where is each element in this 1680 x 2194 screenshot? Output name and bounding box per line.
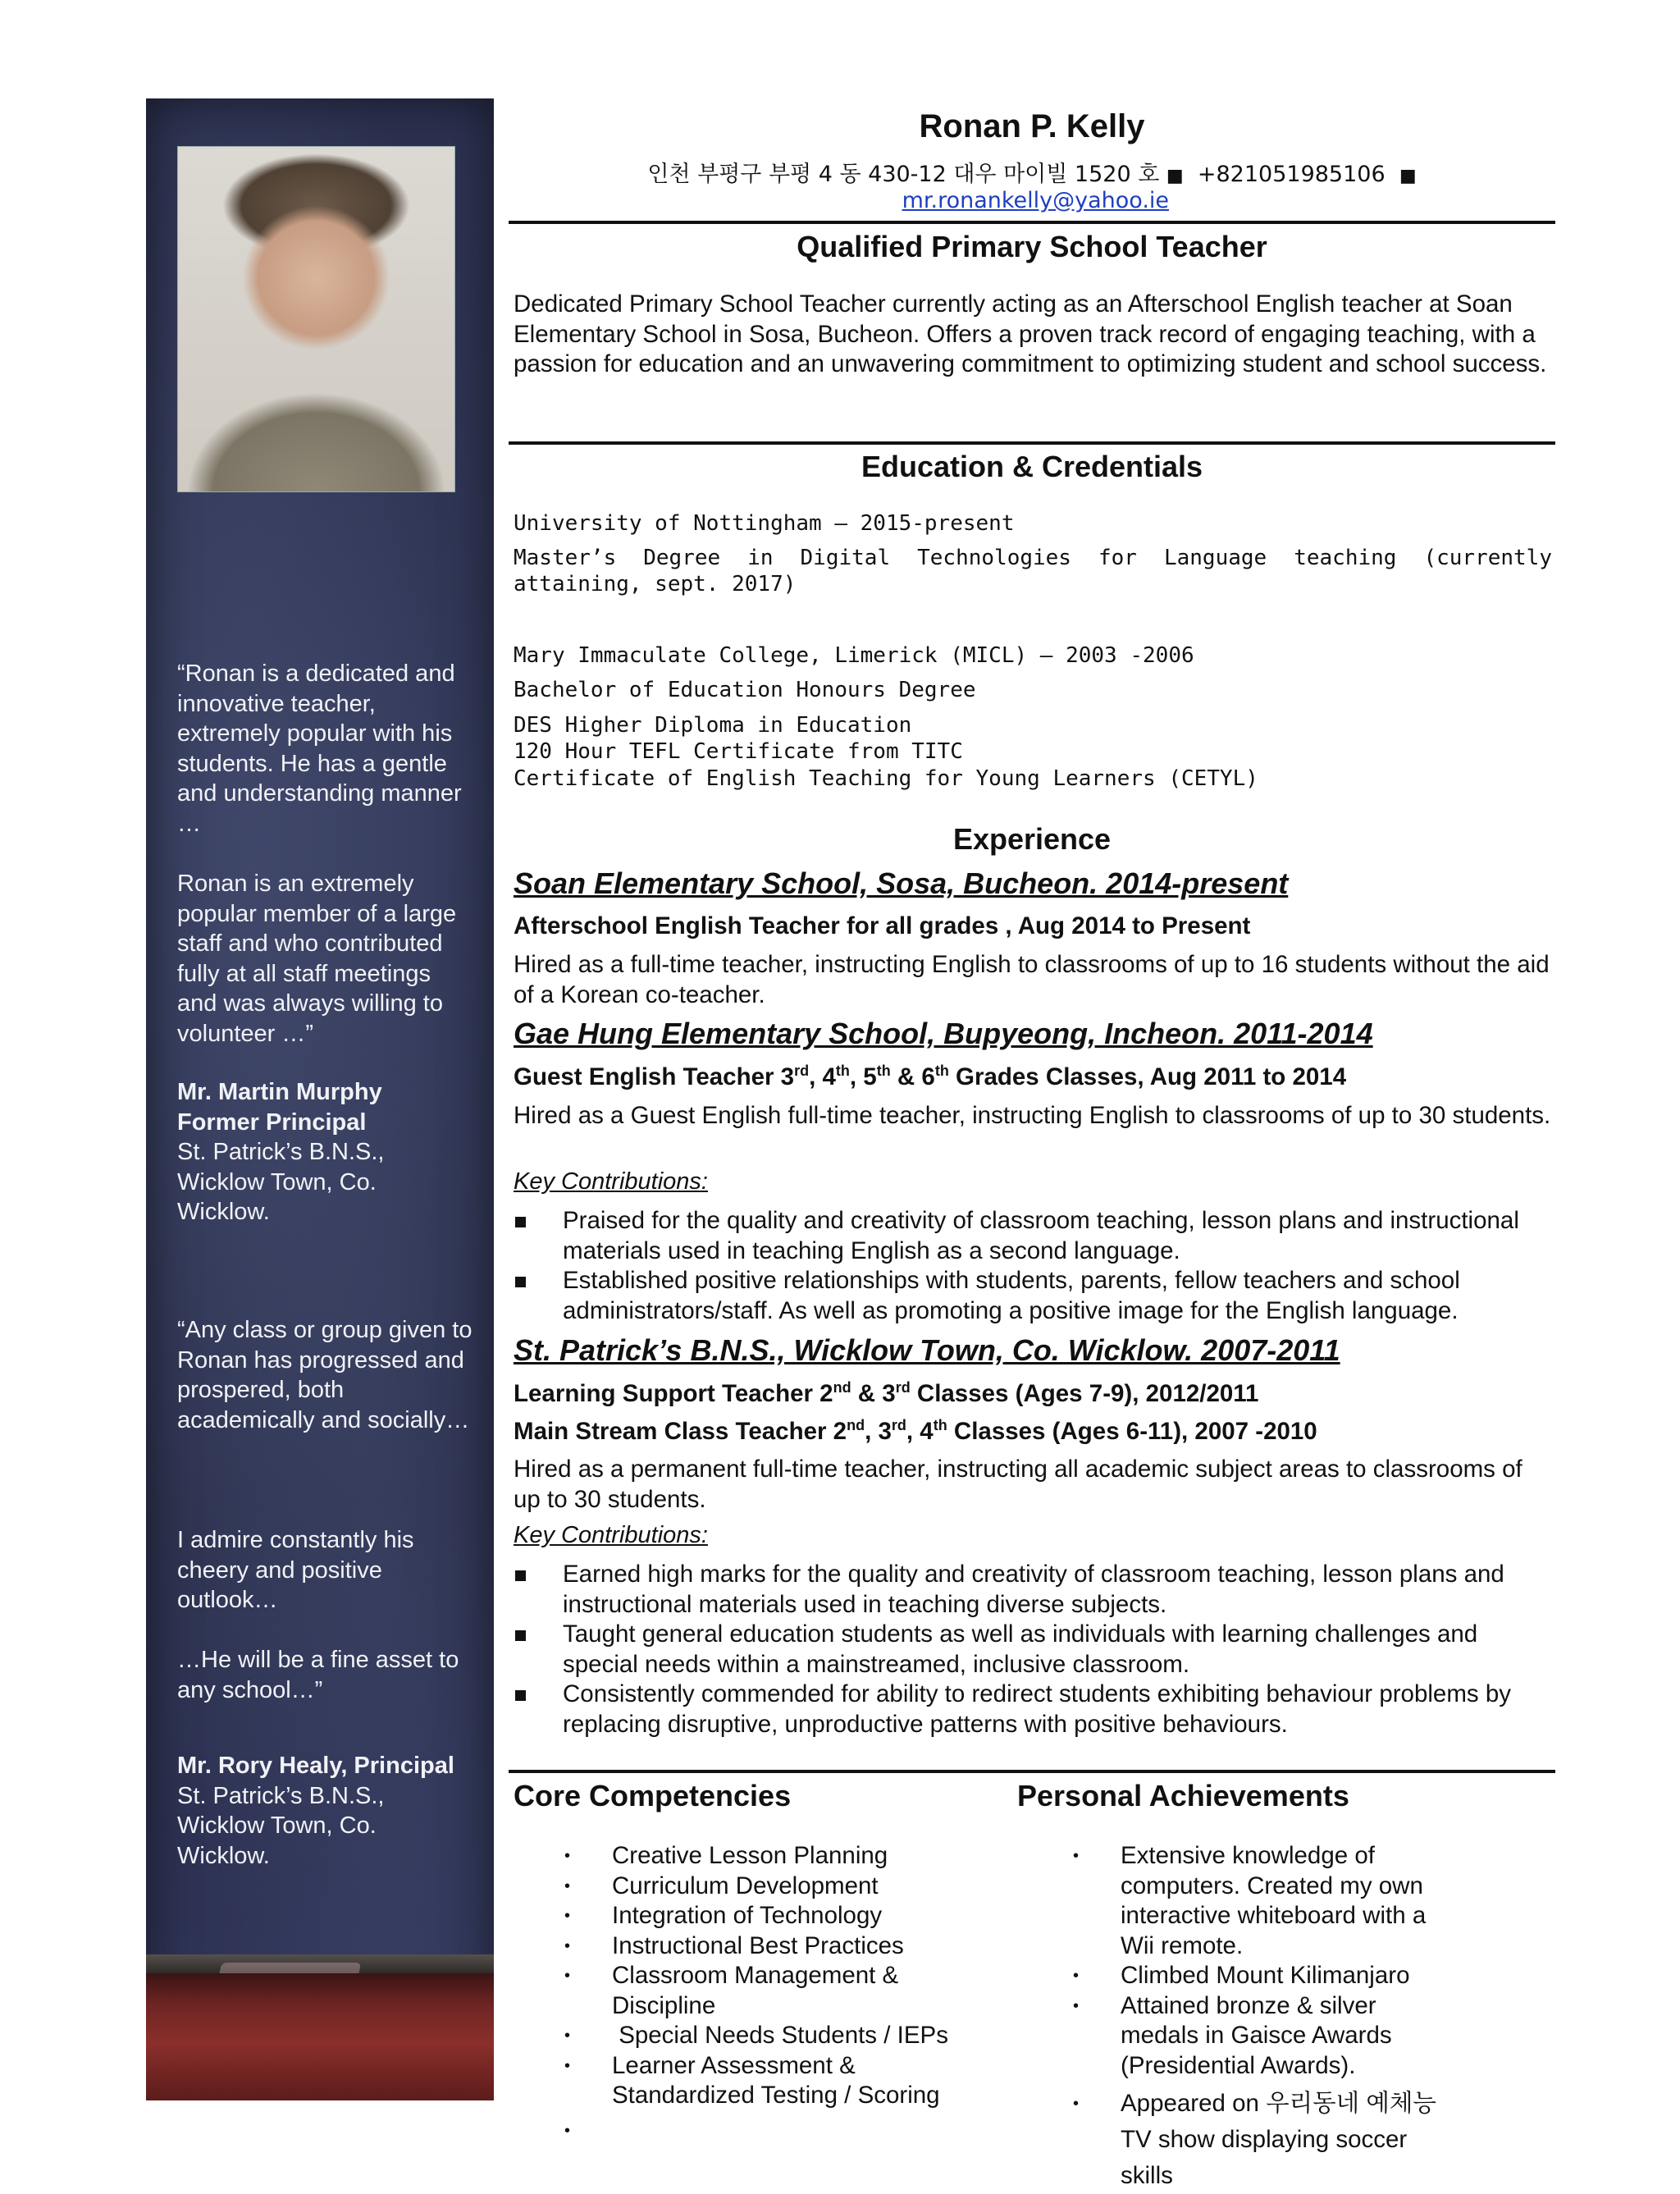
achievements-list bbox=[1068, 1841, 1445, 2194]
employer-title: St. Patrick’s B.N.S., Wicklow Town, Co. Wicklow. 2007-2011 bbox=[514, 1333, 1340, 1367]
square-bullet-icon bbox=[515, 1630, 526, 1641]
reference-organization: St. Patrick’s B.N.S., Wicklow Town, Co. Wicklow. bbox=[177, 1139, 385, 1225]
bullet-icon: • bbox=[564, 1876, 571, 1895]
experience-heading: Experience bbox=[952, 822, 1112, 856]
reference-block bbox=[177, 1751, 472, 1871]
bullet-icon: • bbox=[564, 1967, 571, 1985]
key-contributions-label: Key Contributions: bbox=[514, 1168, 708, 1195]
list-item: • Integration of Technology bbox=[559, 1901, 986, 1931]
education-item: Mary Immaculate College, Limerick (MICL) — 2003 -2006 bbox=[514, 643, 1194, 668]
education-item: DES Higher Diploma in Education bbox=[514, 713, 912, 738]
list-item bbox=[559, 2116, 986, 2146]
competencies-heading: Core Competencies bbox=[514, 1779, 792, 1812]
job-description: Hired as a Guest English full-time teacher, instructing English to classrooms of up to 30 students. bbox=[514, 1102, 1551, 1129]
bullet-icon: • bbox=[564, 2027, 571, 2045]
list-item: • Special Needs Students / IEPs bbox=[559, 2021, 986, 2051]
reference-name: Mr. Martin Murphy bbox=[177, 1079, 382, 1105]
candidate-name: Ronan P. Kelly bbox=[919, 108, 1145, 144]
reference-name: Mr. Rory Healy, Principal bbox=[177, 1753, 454, 1779]
education-item: Master’s Degree in Digital Technologies for Language teaching (currently attaining, sept. 2017) bbox=[514, 546, 1552, 596]
job-description: Hired as a permanent full-time teacher, instructing all academic subject areas to classrooms of up to 30 students. bbox=[514, 1456, 1522, 1513]
contribution-list bbox=[509, 1206, 1550, 1326]
email-link[interactable]: mr.ronankelly@yahoo.ie bbox=[902, 188, 1170, 213]
education-heading: Education & Credentials bbox=[861, 450, 1203, 483]
testimonial-quote: I admire constantly his cheery and positive outlook… bbox=[177, 1527, 414, 1613]
separator-icon: ■ bbox=[1166, 166, 1184, 186]
testimonial-quote: “Any class or group given to Ronan has progressed and prospered, both academically and socially… bbox=[177, 1317, 472, 1433]
reference-block bbox=[177, 1077, 472, 1227]
list-item: • Learner Assessment & Standardized Testing / Scoring bbox=[564, 2051, 940, 2109]
job-role: Main Stream Class Teacher 2nd, 3rd, 4th Classes (Ages 6-11), 2007 -2010 bbox=[514, 1417, 1317, 1445]
bullet-icon: • bbox=[564, 1907, 571, 1925]
education-item: Bachelor of Education Honours Degree bbox=[514, 678, 976, 702]
list-item: Earned high marks for the quality and creativity of classroom teaching, lesson plans and instructional materials used in teaching diverse subjects. bbox=[509, 1560, 1550, 1620]
list-item: • Classroom Management & Discipline bbox=[564, 1962, 899, 2019]
square-bullet-icon bbox=[515, 1277, 526, 1287]
key-contributions-label: Key Contributions: bbox=[514, 1522, 708, 1548]
bullet-icon: • bbox=[1073, 1847, 1080, 1865]
contact-line bbox=[509, 156, 1555, 213]
education-item: Certificate of English Teaching for Young Learners (CETYL) bbox=[514, 766, 1258, 791]
section-divider bbox=[509, 441, 1555, 445]
list-item: • Extensive knowledge of computers. Created my own interactive whiteboard with a Wii remote. bbox=[1073, 1842, 1427, 1959]
bullet-icon: • bbox=[1073, 2095, 1080, 2113]
list-item: • Appeared on 우리동네 예체능 TV show displaying soccer skills bbox=[1068, 2086, 1445, 2194]
list-item: Taught general education students as well as individuals with learning challenges and special needs within a mainstreamed, inclusive classroom. bbox=[509, 1620, 1550, 1680]
list-item: • Instructional Best Practices bbox=[559, 1931, 986, 1962]
bullet-icon: • bbox=[1073, 1996, 1080, 2015]
list-item: • Creative Lesson Planning bbox=[559, 1841, 986, 1872]
education-item: University of Nottingham – 2015-present bbox=[514, 511, 1015, 536]
square-bullet-icon bbox=[515, 1217, 526, 1227]
list-item: Praised for the quality and creativity of classroom teaching, lesson plans and instructional materials used in teaching English as a second language. bbox=[509, 1206, 1550, 1266]
bullet-icon: • bbox=[564, 2121, 571, 2140]
address: 인천 부평구 부평 4 동 430-12 대우 마이빌 1520 호 bbox=[647, 162, 1160, 187]
job-role: Learning Support Teacher 2nd & 3rd Classes (Ages 7-9), 2012/2011 bbox=[514, 1379, 1259, 1407]
testimonial-quote: Ronan is an extremely popular member of a large staff and who contributed fully at all staff meetings and was always willing to volunteer …” bbox=[177, 871, 457, 1047]
bullet-icon: • bbox=[564, 1847, 571, 1865]
list-item: Established positive relationships with students, parents, fellow teachers and school administrators/staff. As well as promoting a positive image for the English language. bbox=[509, 1266, 1550, 1326]
list-item: • Climbed Mount Kilimanjaro bbox=[1068, 1961, 1445, 1991]
bullet-icon: • bbox=[564, 1936, 571, 1955]
job-role: Afterschool English Teacher for all grades , Aug 2014 to Present bbox=[514, 912, 1251, 939]
contribution-list bbox=[509, 1560, 1550, 1739]
achievements-heading: Personal Achievements bbox=[1017, 1779, 1349, 1812]
reference-title: Former Principal bbox=[177, 1108, 367, 1136]
profile-photo bbox=[177, 146, 455, 492]
education-item: 120 Hour TEFL Certificate from TITC bbox=[514, 739, 963, 764]
separator-icon: ■ bbox=[1399, 166, 1417, 186]
list-item: • Curriculum Development bbox=[559, 1872, 986, 1902]
summary: Dedicated Primary School Teacher currently acting as an Afterschool English teacher at Soan Elementary School in Sosa, Bucheon. Offers a proven track record of engaging teaching, with a passion for education and an unwavering commitment to optimizing student and school success. bbox=[514, 290, 1547, 377]
desk-edge bbox=[146, 1973, 494, 2100]
bullet-icon: • bbox=[564, 2056, 571, 2075]
reference-organization: St. Patrick’s B.N.S., Wicklow Town, Co. Wicklow. bbox=[177, 1782, 385, 1869]
competencies-list bbox=[559, 1841, 986, 2146]
headline: Qualified Primary School Teacher bbox=[797, 230, 1267, 263]
job-description: Hired as a full-time teacher, instructing English to classrooms of up to 16 students without the aid of a Korean co-teacher. bbox=[514, 951, 1550, 1008]
square-bullet-icon bbox=[515, 1570, 526, 1581]
testimonial-quote: …He will be a fine asset to any school…” bbox=[177, 1647, 459, 1703]
bullet-icon: • bbox=[1073, 1967, 1080, 1985]
list-item: • Attained bronze & silver medals in Gaisce Awards (Presidential Awards). bbox=[1073, 1991, 1392, 2079]
section-divider bbox=[509, 1770, 1555, 1773]
list-item: Consistently commended for ability to redirect students exhibiting behaviour problems by replacing disruptive, unproductive patterns with positive behaviours. bbox=[509, 1680, 1550, 1739]
phone: +821051985106 bbox=[1197, 162, 1386, 187]
section-divider bbox=[509, 221, 1555, 224]
square-bullet-icon bbox=[515, 1690, 526, 1701]
testimonial-quote: “Ronan is a dedicated and innovative teacher, extremely popular with his students. He has a gentle and understanding manner … bbox=[177, 660, 462, 837]
employer-title: Gae Hung Elementary School, Bupyeong, Incheon. 2011-2014 bbox=[514, 1017, 1373, 1050]
job-role: Guest English Teacher 3rd, 4th, 5th & 6th Grades Classes, Aug 2011 to 2014 bbox=[514, 1063, 1347, 1090]
testimonial-sidebar bbox=[146, 98, 494, 2100]
employer-title: Soan Elementary School, Sosa, Bucheon. 2014-present bbox=[514, 866, 1289, 900]
